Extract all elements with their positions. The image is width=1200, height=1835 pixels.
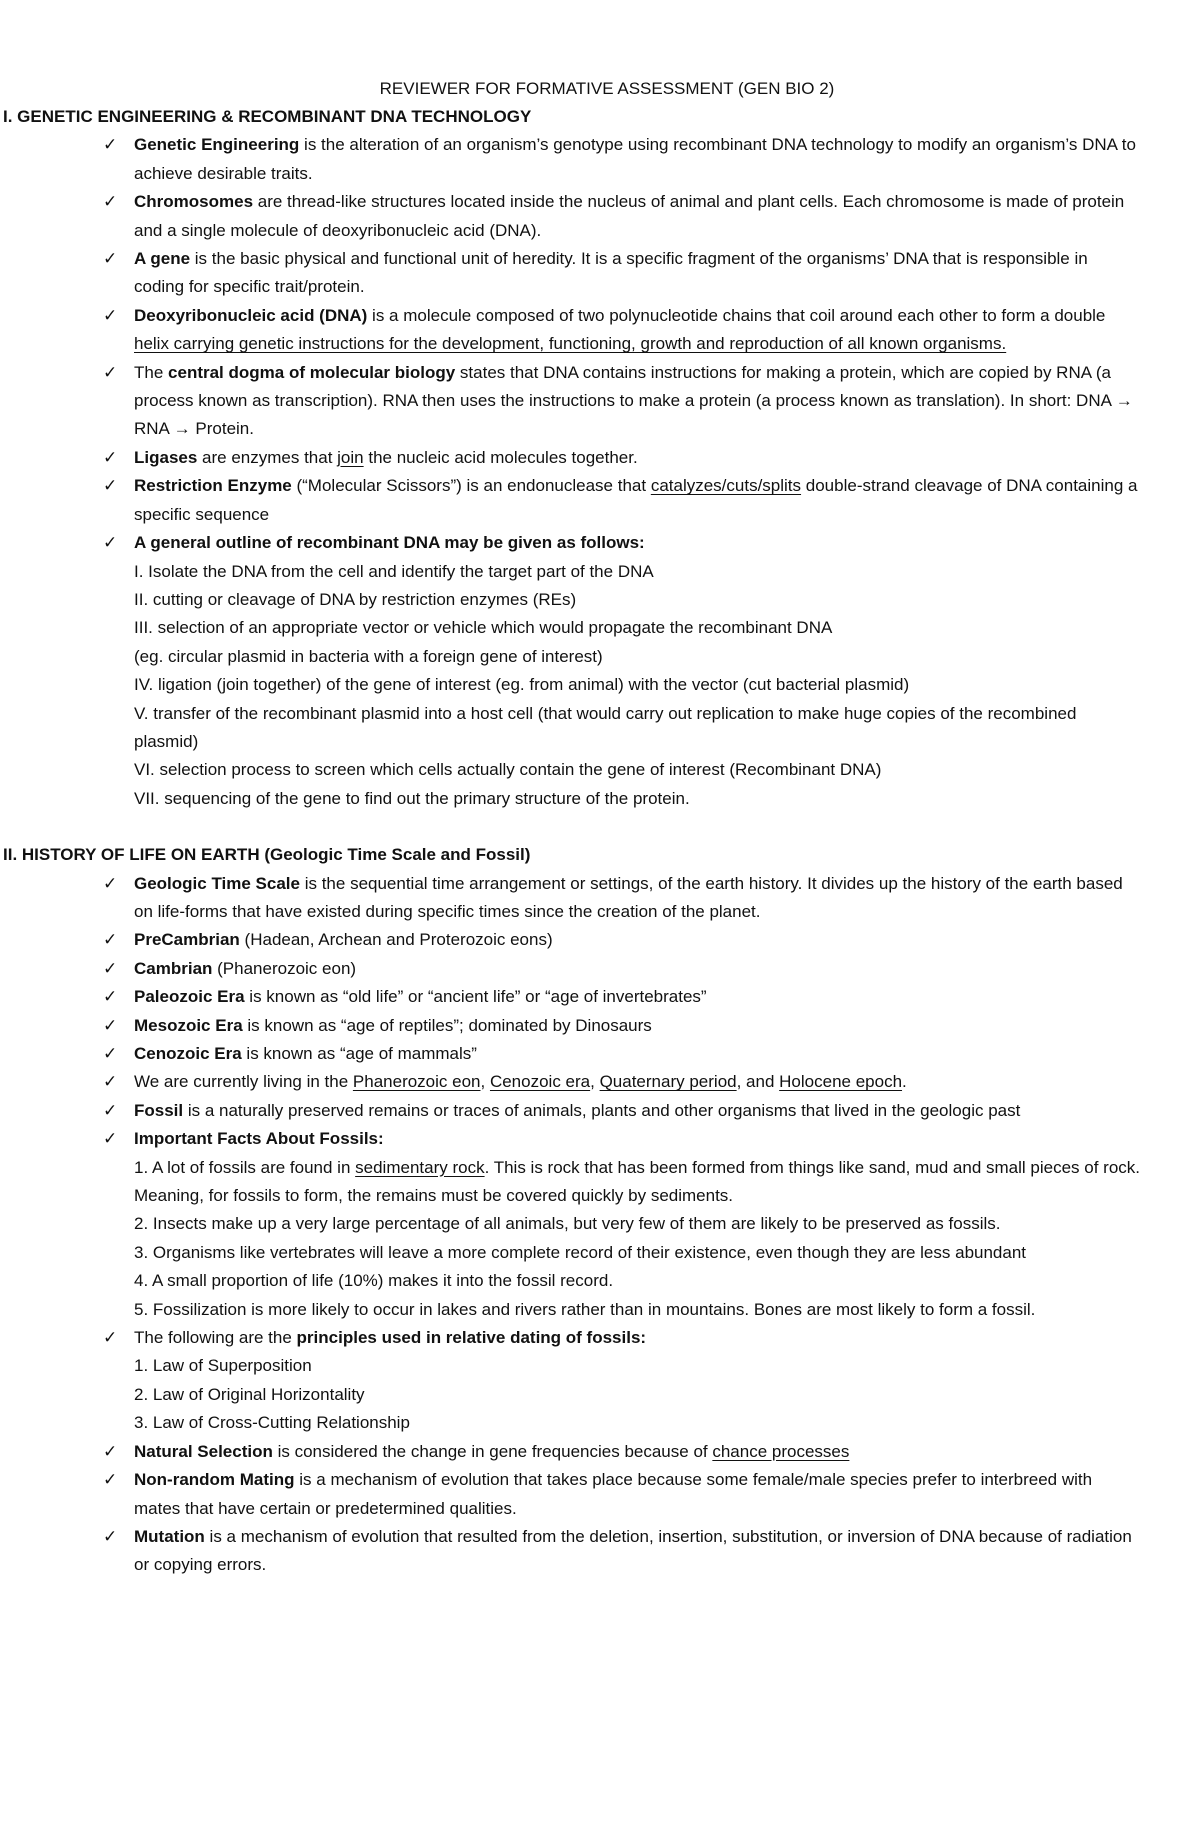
prefix: The (134, 362, 169, 382)
list-item (103, 1040, 1140, 1068)
check-icon: ✓ (103, 1129, 118, 1150)
definition: (Hadean, Archean and Proterozoic eons) (239, 930, 553, 950)
list-item (103, 359, 1140, 444)
term: Mesozoic Era (134, 1015, 243, 1035)
definition: is a molecule composed of two polynucleotide chains that coil around each other to form a double (367, 305, 1106, 325)
check-icon: ✓ (103, 447, 118, 468)
outline-step: (eg. circular plasmid in bacteria with a foreign gene of interest) (134, 646, 603, 666)
check-icon: ✓ (103, 873, 118, 894)
check-icon: ✓ (103, 1100, 118, 1121)
fact-item: 2. Insects make up a very large percentage of all animals, but very few of them are likely to be preserved as fossils. (134, 1214, 1001, 1234)
term: Geologic Time Scale (134, 873, 300, 893)
list-item (103, 1068, 1140, 1096)
separator: . (902, 1072, 907, 1092)
term: Cenozoic Era (134, 1044, 242, 1063)
list-item (103, 529, 1140, 557)
outline-step: IV. ligation (join together) of the gene of interest (eg. from animal) with the vector (cut bacterial plasmid) (134, 675, 910, 695)
principle-item: 2. Law of Original Horizontality (134, 1384, 365, 1404)
underlined-text: Quaternary period (599, 1072, 737, 1092)
definition: (“Molecular Scissors”) is an endonuclease that (291, 476, 651, 496)
fact-item: 5. Fossilization is more likely to occur in lakes and rivers rather than in mountains. Bones are most likely to form a fossil. (134, 1299, 1036, 1319)
list-item (103, 1523, 1140, 1580)
term: Restriction Enzyme (134, 476, 292, 496)
principle-item: 1. Law of Superposition (134, 1356, 312, 1376)
definition: (Phanerozoic eon) (212, 958, 357, 978)
document-title: REVIEWER FOR FORMATIVE ASSESSMENT (GEN BIO 2) (379, 79, 835, 98)
check-icon: ✓ (103, 1470, 118, 1491)
list-item (103, 955, 1140, 983)
list-item (103, 870, 1140, 927)
list-item (103, 472, 1140, 529)
fact-item: 3. Organisms like vertebrates will leave a more complete record of their existence, even though they are less abundant (134, 1242, 1027, 1262)
prefix: The following are the (134, 1328, 297, 1348)
definition: is the alteration of an organism’s genotype using recombinant DNA technology to modify an organism’s DNA to achieve desirable traits. (134, 135, 1136, 183)
check-icon: ✓ (103, 135, 118, 156)
term: central dogma of molecular biology (168, 362, 456, 382)
underlined-text: Phanerozoic eon (352, 1072, 481, 1092)
list-item (103, 444, 1140, 472)
list-item (103, 926, 1140, 954)
term: Cambrian (134, 958, 213, 978)
prefix: We are currently living in the (134, 1072, 353, 1092)
check-icon: ✓ (103, 533, 118, 554)
underlined-text: catalyzes/cuts/splits (650, 476, 802, 496)
definition: states that DNA contains instructions for making a protein, which are copied by RNA (a process known as transcription). RNA then uses the instructions to make a protein (a process known as translation). In short: DNA → RNA → Protein. (134, 362, 1133, 439)
term: Chromosomes (134, 192, 254, 212)
definition-end: the nucleic acid molecules together. (363, 447, 638, 467)
list-item (103, 1324, 1140, 1352)
definition: is the sequential time arrangement or settings, of the earth history. It divides up the history of the earth based on life-forms that have existed during specific times since the creation of the planet. (134, 873, 1123, 921)
term: Mutation (134, 1526, 205, 1546)
outline-step: VI. selection process to screen which cells actually contain the gene of interest (Recombinant DNA) (134, 760, 882, 780)
list-item (103, 1125, 1140, 1153)
term: Important Facts About Fossils: (134, 1129, 384, 1149)
list-item (103, 1466, 1140, 1523)
check-icon: ✓ (103, 1441, 118, 1462)
check-icon: ✓ (103, 249, 118, 270)
check-icon: ✓ (103, 1044, 118, 1064)
term: Natural Selection (134, 1441, 273, 1461)
term: Deoxyribonucleic acid (DNA) (134, 305, 368, 325)
definition: is known as “age of mammals” (241, 1044, 477, 1063)
fact-item (134, 1154, 1140, 1211)
check-icon: ✓ (103, 192, 118, 213)
list-item (103, 1012, 1140, 1040)
check-icon: ✓ (103, 930, 118, 951)
definition: are enzymes that (197, 447, 338, 467)
list-item (103, 245, 1140, 302)
list-item (103, 1097, 1140, 1125)
outline-step: I. Isolate the DNA from the cell and identify the target part of the DNA (134, 561, 654, 581)
underlined-text: Cenozoic era (489, 1072, 591, 1092)
term: Non-random Mating (134, 1470, 295, 1490)
term: PreCambrian (134, 930, 240, 950)
list-item (103, 302, 1140, 359)
separator: , and (736, 1072, 780, 1092)
term: A general outline of recombinant DNA may be given as follows: (134, 533, 645, 553)
outline-step: II. cutting or cleavage of DNA by restriction enzymes (REs) (134, 589, 577, 609)
outline-step: V. transfer of the recombinant plasmid into a host cell (that would carry out replication to make huge copies of the recombined plasmid) (134, 703, 1077, 751)
definition: is considered the change in gene frequencies because of (272, 1441, 713, 1461)
list-item (103, 188, 1140, 245)
check-icon: ✓ (103, 958, 118, 979)
definition: is known as “age of reptiles”; dominated by Dinosaurs (242, 1015, 652, 1035)
underlined-text: helix carrying genetic instructions for the development, functioning, growth and reproduction of all known organisms. (134, 334, 1007, 354)
term: Genetic Engineering (134, 135, 300, 155)
fact-item: 4. A small proportion of life (10%) makes it into the fossil record. (134, 1271, 614, 1291)
outline-step: III. selection of an appropriate vector or vehicle which would propagate the recombinant DNA (134, 618, 833, 638)
check-icon: ✓ (103, 476, 118, 497)
underlined-text: Holocene epoch (779, 1072, 903, 1092)
definition: is a mechanism of evolution that takes place because some female/male species prefer to interbreed with mates that have certain or predetermined qualities. (134, 1470, 1093, 1518)
fact-text: 1. A lot of fossils are found in (134, 1157, 356, 1177)
definition: is the basic physical and functional unit of heredity. It is a specific fragment of the organisms’ DNA that is responsible in coding for specific trait/protein. (134, 249, 1088, 297)
underlined-text: join (337, 447, 364, 467)
separator: , (590, 1072, 600, 1092)
definition: is a mechanism of evolution that resulted from the deletion, insertion, substitution, or inversion of DNA because of radiation or copying errors. (134, 1526, 1132, 1575)
definition-end: double-strand cleavage of DNA containing a specific sequence (134, 476, 1138, 524)
term: Paleozoic Era (134, 987, 245, 1007)
term: Ligases (134, 447, 198, 467)
principle-item: 3. Law of Cross-Cutting Relationship (134, 1413, 410, 1433)
underlined-text: sedimentary rock (355, 1157, 485, 1177)
underlined-text: chance processes (712, 1441, 850, 1461)
section-heading-history-of-life: II. HISTORY OF LIFE ON EARTH (Geologic Time Scale and Fossil) (3, 845, 531, 865)
outline-step: VII. sequencing of the gene to find out the primary structure of the protein. (134, 788, 690, 808)
list-item (103, 131, 1140, 188)
term: principles used in relative dating of fossils: (296, 1328, 647, 1348)
check-icon: ✓ (103, 1328, 118, 1349)
definition: is a naturally preserved remains or traces of animals, plants and other organisms that lived in the geologic past (183, 1100, 1021, 1120)
check-icon: ✓ (103, 1072, 118, 1093)
check-icon: ✓ (103, 362, 118, 383)
term: Fossil (134, 1100, 184, 1120)
definition: are thread-like structures located inside the nucleus of animal and plant cells. Each chromosome is made of protein and a single molecule of deoxyribonucleic acid (DNA). (134, 192, 1125, 240)
fact-text-end: . This is rock that has been formed from things like sand, mud and small pieces of rock. Meaning, for fossils to form, the remains must be covered quickly by sediments. (134, 1157, 1141, 1206)
definition: is known as “old life” or “ancient life” or “age of invertebrates” (244, 987, 707, 1007)
term: A gene (134, 249, 191, 269)
list-item (103, 1438, 1140, 1466)
list-item (103, 983, 1140, 1011)
check-icon: ✓ (103, 1015, 118, 1036)
check-icon: ✓ (103, 305, 118, 326)
separator: , (480, 1072, 490, 1092)
section-heading-genetic-engineering: I. GENETIC ENGINEERING & RECOMBINANT DNA TECHNOLOGY (3, 107, 532, 126)
check-icon: ✓ (103, 987, 118, 1008)
check-icon: ✓ (103, 1526, 118, 1547)
